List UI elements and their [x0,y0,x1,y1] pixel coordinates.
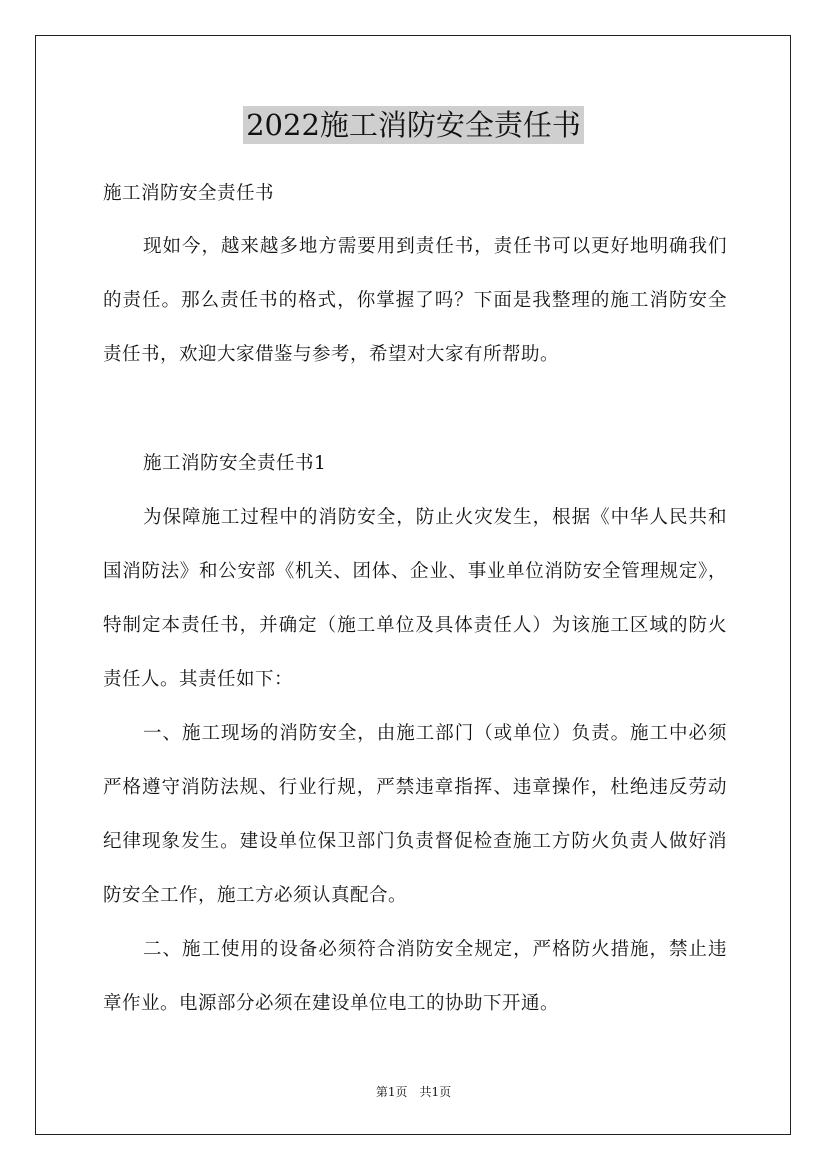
body-paragraph: 二、施工使用的设备必须符合消防安全规定，严格防火措施，禁止违章作业。电源部分必须在建设单位电工的协助下开通。 [103,939,727,1014]
page-footer: 第1页 共1页 [375,1085,452,1099]
intro-paragraph: 现如今，越来越多地方需要用到责任书，责任书可以更好地明确我们的责任。那么责任书的格式，你掌握了吗？下面是我整理的施工消防安全责任书，欢迎大家借鉴与参考，希望对大家有所帮助。 [103,236,727,365]
document-subtitle: 施工消防安全责任书 [103,183,275,204]
section-1 [103,437,727,1031]
body-paragraph: 为保障施工过程中的消防安全，防止火灾发生，根据《中华人民共和国消防法》和公安部《机关、团体、企业、事业单位消防安全管理规定》，特制定本责任书，并确定（施工单位及具体责任人）为该施工区域的防火责任人。其责任如下： [103,507,727,690]
section-heading: 施工消防安全责任书1 [143,453,327,474]
document-title [0,103,827,144]
document-title-text: 2022施工消防安全责任书 [243,106,584,144]
body-paragraph: 一、施工现场的消防安全，由施工部门（或单位）负责。施工中必须严格遵守消防法规、行业行规，严禁违章指挥、违章操作，杜绝违反劳动纪律现象发生。建设单位保卫部门负责督促检查施工方防火负责人做好消防安全工作，施工方必须认真配合。 [103,723,727,906]
